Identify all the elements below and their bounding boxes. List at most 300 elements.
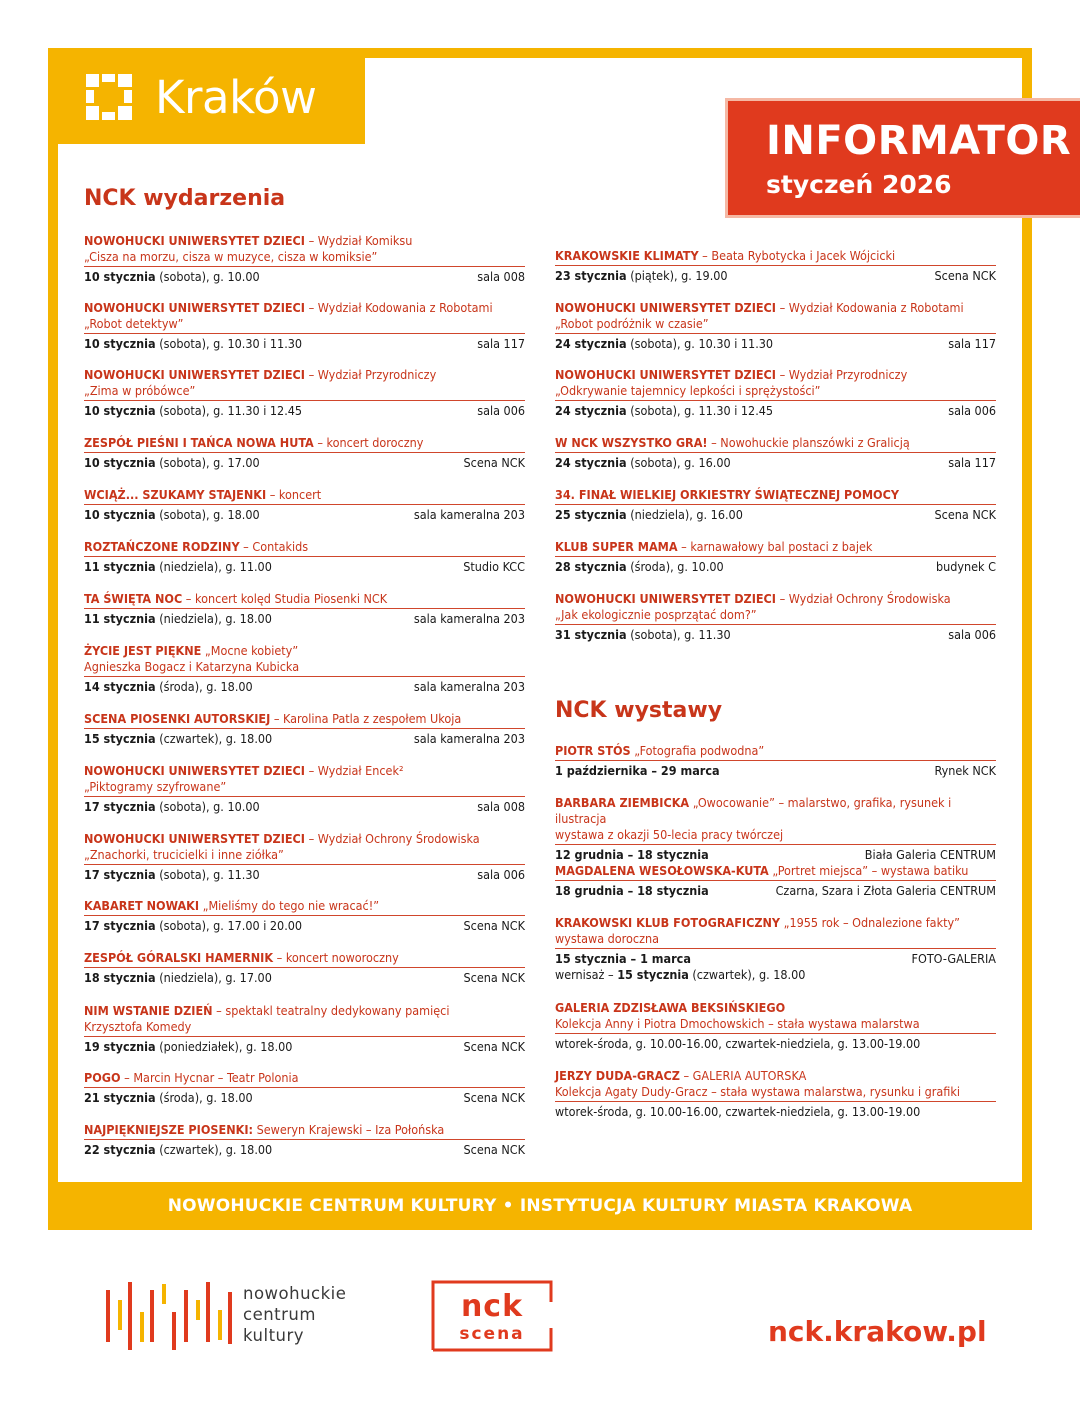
event-title-bold: NOWOHUCKI UNIWERSYTET DZIECI (555, 591, 776, 606)
event-details (84, 918, 525, 934)
event-title-rest: „Owocowanie” – malarstwo, grafika, rysunek i ilustracja (555, 795, 952, 826)
event-when (84, 611, 272, 627)
event-title-rest: – Wydział Kodowania z Robotami (776, 300, 964, 315)
event-extra-time: (czwartek), g. 18.00 (688, 967, 806, 982)
event-title-line (84, 487, 525, 503)
event-place: Scena NCK (934, 268, 996, 283)
event-title-bold: NOWOHUCKI UNIWERSYTET DZIECI (555, 367, 776, 382)
event-title-rest: „Portret miejsca” – wystawa batiku (768, 863, 969, 878)
badge-title: INFORMATOR (766, 118, 1072, 164)
event-place: sala 117 (948, 336, 996, 351)
event-when (555, 336, 773, 352)
event-title-bold: PIOTR STÓS (555, 743, 631, 758)
event-title-line (555, 539, 996, 555)
event-title-rest: – koncert noworoczny (273, 950, 399, 965)
event-when (84, 559, 272, 575)
event-place: sala kameralna 203 (413, 507, 525, 522)
krakow-logo-icon (84, 72, 134, 122)
event-time: (niedziela), g. 16.00 (626, 507, 743, 522)
event-entry (555, 743, 996, 779)
event-details (555, 1036, 996, 1052)
event-title-rest: – Wydział Przyrodniczy (776, 367, 908, 382)
event-details (555, 559, 996, 575)
event-when (555, 763, 720, 779)
event-entry (84, 1070, 525, 1106)
event-when (84, 455, 260, 471)
event-title-rest: – karnawałowy bal postaci z bajek (677, 539, 873, 554)
event-title-bold: TA ŚWIĘTA NOC (84, 591, 183, 606)
event-entry (84, 1003, 525, 1055)
events-heading: NCK wydarzenia (84, 186, 286, 211)
event-title-line-2: „Jak ekologicznie posprzątać dom?” (555, 607, 757, 622)
event-entry (555, 248, 996, 284)
event-entry (84, 643, 525, 695)
event-place: sala 117 (477, 336, 525, 351)
event-title-line-2: Agnieszka Bogacz i Katarzyna Kubicka (84, 659, 300, 674)
event-when (84, 799, 260, 815)
event-when (555, 559, 724, 575)
nowohuckie-centrum-kultury-logo-icon (104, 1282, 232, 1350)
event-title-rest: – Wydział Przyrodniczy (305, 367, 437, 382)
event-place: sala kameralna 203 (413, 731, 525, 746)
event-title-line (555, 591, 996, 607)
event-details (84, 269, 525, 285)
event-title-bold: NOWOHUCKI UNIWERSYTET DZIECI (84, 300, 305, 315)
event-title-line (555, 795, 996, 827)
event-place: sala kameralna 203 (413, 611, 525, 626)
event-title-rest: – Wydział Encek² (305, 763, 404, 778)
event-when (84, 679, 253, 695)
event-entry (555, 435, 996, 471)
event-title-bold: KABARET NOWAKI (84, 898, 200, 913)
event-title (555, 300, 996, 334)
event-when (555, 1036, 920, 1052)
city-name: Kraków (155, 71, 317, 124)
event-title-line (555, 915, 996, 931)
event-entry (555, 300, 996, 352)
event-title-rest: – GALERIA AUTORSKA (679, 1068, 807, 1083)
event-title (84, 711, 525, 729)
event-date: 24 stycznia (555, 403, 627, 418)
event-time: (niedziela), g. 11.00 (155, 559, 272, 574)
event-date: 10 stycznia (84, 455, 156, 470)
event-title-line-2: wystawa doroczna (555, 931, 660, 946)
event-when (84, 731, 272, 747)
event-time: (sobota), g. 11.30 (155, 867, 260, 882)
event-title (555, 743, 996, 761)
event-title-rest: – Karolina Patla z zespołem Ukoja (270, 711, 462, 726)
event-title-line (555, 487, 996, 503)
event-title-line-2: „Cisza na morzu, cisza w muzyce, cisza w komiksie” (84, 249, 378, 264)
event-title-rest: Seweryn Krajewski – Iza Połońska (253, 1122, 445, 1137)
event-title-rest: – Wydział Ochrony Środowiska (776, 591, 951, 606)
event-title-rest: „Mocne kobiety” (201, 643, 299, 658)
event-when (84, 403, 302, 419)
event-date: 17 stycznia (84, 918, 156, 933)
nck-scena-logo (431, 1280, 553, 1352)
event-title (84, 591, 525, 609)
event-title (555, 863, 996, 881)
event-time: (sobota), g. 10.00 (155, 269, 260, 284)
event-title-line-2: Kolekcja Agaty Dudy-Gracz – stała wystawa malarstwa, rysunku i grafiki (555, 1084, 961, 1099)
event-date: 1 października – 29 marca (555, 763, 720, 778)
event-place: Czarna, Szara i Złota Galeria CENTRUM (775, 883, 996, 898)
event-details (555, 847, 996, 863)
event-title-line (84, 233, 525, 249)
event-title (555, 915, 996, 949)
event-title-line (555, 1000, 996, 1016)
event-entry (555, 1068, 996, 1120)
event-details (84, 1142, 525, 1158)
event-entry (555, 795, 996, 863)
event-time: (sobota), g. 10.30 i 11.30 (626, 336, 774, 351)
event-time: (sobota), g. 11.30 (626, 627, 731, 642)
event-title-line (555, 1068, 996, 1084)
event-date: 23 stycznia (555, 268, 627, 283)
event-title-rest: – koncert kolęd Studia Piosenki NCK (182, 591, 388, 606)
event-date: 11 stycznia (84, 559, 156, 574)
event-details (555, 1104, 996, 1120)
event-title-line (555, 743, 996, 759)
event-place: sala 008 (477, 269, 525, 284)
event-time: (sobota), g. 18.00 (155, 507, 260, 522)
event-title-bold: NOWOHUCKI UNIWERSYTET DZIECI (84, 233, 305, 248)
event-title-bold: ZESPÓŁ PIEŚNI I TAŃCA NOWA HUTA (84, 435, 314, 450)
event-time: (środa), g. 18.00 (155, 1090, 253, 1105)
event-date: 17 stycznia (84, 799, 156, 814)
event-date: 19 stycznia (84, 1039, 156, 1054)
event-title (84, 487, 525, 505)
event-entry (555, 591, 996, 643)
event-title-line-2: „Robot detektyw” (84, 316, 184, 331)
event-when (84, 1142, 272, 1158)
event-title (84, 763, 525, 797)
event-time: (sobota), g. 11.30 i 12.45 (155, 403, 303, 418)
event-time: (sobota), g. 11.30 i 12.45 (626, 403, 774, 418)
event-entry (555, 539, 996, 575)
event-place: Biała Galeria CENTRUM (864, 847, 996, 862)
event-title-line-2: „Zima w próbówce” (84, 383, 196, 398)
informator-badge (725, 98, 1080, 218)
event-place: Rynek NCK (934, 763, 996, 778)
event-date: 11 stycznia (84, 611, 156, 626)
event-entry (84, 539, 525, 575)
event-title (84, 233, 525, 267)
event-date: 15 stycznia – 1 marca (555, 951, 691, 966)
event-details (555, 403, 996, 419)
event-title-rest: – Wydział Komiksu (305, 233, 413, 248)
event-place: Studio KCC (463, 559, 525, 574)
event-title-line-2: wystawa z okazji 50-lecia pracy twórczej (555, 827, 784, 842)
event-when (84, 918, 302, 934)
event-title-bold: KLUB SUPER MAMA (555, 539, 678, 554)
event-when (84, 336, 302, 352)
event-when (555, 403, 773, 419)
website-url[interactable]: nck.krakow.pl (768, 1315, 987, 1348)
event-place: Scena NCK (463, 455, 525, 470)
event-title-rest: – Marcin Hycnar – Teatr Polonia (120, 1070, 299, 1085)
event-title (84, 539, 525, 557)
event-title-bold: GALERIA ZDZISŁAWA BEKSIŃSKIEGO (555, 1000, 786, 1015)
event-title-bold: NOWOHUCKI UNIWERSYTET DZIECI (555, 300, 776, 315)
event-when (555, 627, 731, 643)
event-title-rest: – spektakl teatralny dedykowany pamięci (212, 1003, 450, 1018)
event-when (84, 269, 260, 285)
event-details (555, 268, 996, 284)
event-details (555, 336, 996, 352)
event-title-bold: KRAKOWSKI KLUB FOTOGRAFICZNY (555, 915, 781, 930)
event-title (84, 1003, 525, 1037)
event-date: 21 stycznia (84, 1090, 156, 1105)
event-title-line (84, 763, 525, 779)
event-title-bold: JERZY DUDA-GRACZ (555, 1068, 680, 1083)
event-title-bold: SCENA PIOSENKI AUTORSKIEJ (84, 711, 271, 726)
event-title-line (84, 539, 525, 555)
event-title (555, 487, 996, 505)
event-date: 10 stycznia (84, 336, 156, 351)
event-place: Scena NCK (934, 507, 996, 522)
event-when (84, 507, 260, 523)
event-place: sala 117 (948, 455, 996, 470)
event-entry (555, 1000, 996, 1052)
event-title (84, 300, 525, 334)
event-title (555, 1068, 996, 1102)
event-title-line (84, 1070, 525, 1086)
event-title-rest: – koncert (266, 487, 322, 502)
event-extra-pre: wernisaż – (555, 967, 618, 982)
event-date: 22 stycznia (84, 1142, 156, 1157)
nch-logo-text (243, 1283, 346, 1346)
event-entry (84, 898, 525, 934)
event-place: sala 006 (477, 867, 525, 882)
event-details (84, 867, 525, 883)
event-details (84, 559, 525, 575)
event-when (555, 507, 743, 523)
event-date: 17 stycznia (84, 867, 156, 882)
event-title-bold: ROZTAŃCZONE RODZINY (84, 539, 240, 554)
event-date: 31 stycznia (555, 627, 627, 642)
event-extra (555, 967, 996, 983)
event-title-rest: – Wydział Kodowania z Robotami (305, 300, 493, 315)
event-title-line-2: „Robot podróżnik w czasie” (555, 316, 709, 331)
event-details (84, 507, 525, 523)
nch-line-2: centrum (243, 1305, 316, 1324)
event-date: 10 stycznia (84, 507, 156, 522)
event-place: Scena NCK (463, 1090, 525, 1105)
event-title-bold: MAGDALENA WESOŁOWSKA-KUTA (555, 863, 769, 878)
event-place: Scena NCK (463, 918, 525, 933)
event-title (555, 248, 996, 266)
event-date: 12 grudnia – 18 stycznia (555, 847, 709, 862)
event-title-bold: NOWOHUCKI UNIWERSYTET DZIECI (84, 367, 305, 382)
event-title (84, 1070, 525, 1088)
event-details (84, 336, 525, 352)
event-entry (84, 300, 525, 352)
event-title-line (555, 435, 996, 451)
event-title-line-2: Kolekcja Anny i Piotra Dmochowskich – stała wystawa malarstwa (555, 1016, 920, 1031)
event-entry (84, 1122, 525, 1158)
event-title-line (84, 1003, 525, 1019)
event-place: FOTO-GALERIA (911, 951, 996, 966)
event-entry (84, 487, 525, 523)
event-title-line (555, 300, 996, 316)
event-title-rest: „Fotografia podwodna” (630, 743, 765, 758)
event-title (84, 898, 525, 916)
event-time: (poniedziałek), g. 18.00 (155, 1039, 293, 1054)
event-place: sala 008 (477, 799, 525, 814)
event-date: 10 stycznia (84, 269, 156, 284)
event-title-rest: – koncert doroczny (313, 435, 424, 450)
nck-scena-word-nck: nck (460, 1289, 524, 1324)
event-title-rest: „1955 rok – Odnalezione fakty” (780, 915, 960, 930)
event-details (84, 1039, 525, 1055)
event-title-bold: ŻYCIE JEST PIĘKNE (84, 643, 202, 658)
event-entry (555, 863, 996, 899)
footer-banner: NOWOHUCKIE CENTRUM KULTURY • INSTYTUCJA KULTURY MIASTA KRAKOWA (167, 1196, 913, 1216)
event-entry (84, 233, 525, 285)
event-title-rest: – Wydział Ochrony Środowiska (305, 831, 480, 846)
event-title (555, 1000, 996, 1034)
event-title (555, 539, 996, 557)
event-title-line (84, 831, 525, 847)
exhibitions-heading: NCK wystawy (555, 698, 723, 723)
event-when (555, 455, 731, 471)
event-title (84, 950, 525, 968)
event-details (84, 799, 525, 815)
event-time: (środa), g. 18.00 (155, 679, 253, 694)
event-title-line-2: „Odkrywanie tajemnicy lepkości i sprężystości” (555, 383, 821, 398)
event-entry (84, 711, 525, 747)
event-time: (niedziela), g. 18.00 (155, 611, 272, 626)
event-title-rest: – Beata Rybotycka i Jacek Wójcicki (698, 248, 896, 263)
event-when (555, 1104, 920, 1120)
nck-scena-word-scena: scena (459, 1324, 525, 1344)
event-place: sala 006 (948, 403, 996, 418)
event-extra-date: 15 stycznia (617, 967, 689, 982)
event-title (84, 831, 525, 865)
event-entry (84, 367, 525, 419)
event-entry (84, 435, 525, 471)
event-title (555, 795, 996, 845)
event-title (84, 1122, 525, 1140)
event-time: (niedziela), g. 17.00 (155, 970, 272, 985)
event-entry (555, 487, 996, 523)
event-entry (555, 915, 996, 983)
event-date: 14 stycznia (84, 679, 156, 694)
event-when (84, 970, 272, 986)
event-date: 10 stycznia (84, 403, 156, 418)
event-details (84, 1090, 525, 1106)
event-title-bold: NIM WSTANIE DZIEŃ (84, 1003, 213, 1018)
event-details (84, 731, 525, 747)
event-title-line (84, 1122, 525, 1138)
event-title-line-2: „Znachorki, trucicielki i inne ziółka” (84, 847, 284, 862)
event-details (84, 970, 525, 986)
event-title-rest: – Nowohuckie planszówki z Gralicją (707, 435, 910, 450)
event-when (84, 1039, 292, 1055)
event-title-line (555, 248, 996, 264)
event-title-bold: ZESPÓŁ GÓRALSKI HAMERNIK (84, 950, 274, 965)
event-title-rest: „Mieliśmy do tego nie wracać!” (199, 898, 380, 913)
event-place: sala 006 (477, 403, 525, 418)
event-title-bold: KRAKOWSKIE KLIMATY (555, 248, 699, 263)
event-title-bold: POGO (84, 1070, 121, 1085)
event-details (555, 455, 996, 471)
event-date: 28 stycznia (555, 559, 627, 574)
nch-line-3: kultury (243, 1326, 305, 1345)
event-title-line-2: „Piktogramy szyfrowane” (84, 779, 227, 794)
event-title-line (84, 950, 525, 966)
event-time: (piątek), g. 19.00 (626, 268, 728, 283)
event-title (555, 435, 996, 453)
event-title-bold: WCIĄŻ... SZUKAMY STAJENKI (84, 487, 267, 502)
event-title-bold: W NCK WSZYSTKO GRA! (555, 435, 708, 450)
event-date: 24 stycznia (555, 455, 627, 470)
event-place: sala kameralna 203 (413, 679, 525, 694)
event-time: wtorek-środa, g. 10.00-16.00, czwartek-niedziela, g. 13.00-19.00 (555, 1104, 921, 1119)
event-title-line (84, 300, 525, 316)
event-title-bold: NAJPIĘKNIEJSZE PIOSENKI: (84, 1122, 253, 1137)
nch-line-1: nowohuckie (243, 1284, 347, 1303)
event-when (555, 951, 691, 967)
event-place: budynek C (935, 559, 996, 574)
event-entry (84, 831, 525, 883)
event-details (84, 679, 525, 695)
event-details (555, 951, 996, 967)
event-title-line (555, 367, 996, 383)
event-title-line (84, 711, 525, 727)
event-date: 18 stycznia (84, 970, 156, 985)
event-time: (sobota), g. 10.30 i 11.30 (155, 336, 303, 351)
event-title-line (84, 643, 525, 659)
badge-subtitle: styczeń 2026 (766, 170, 952, 199)
event-details (555, 883, 996, 899)
event-when (84, 867, 260, 883)
event-details (555, 507, 996, 523)
event-title-bold: NOWOHUCKI UNIWERSYTET DZIECI (84, 831, 305, 846)
event-time: (sobota), g. 17.00 i 20.00 (155, 918, 303, 933)
event-title-line (84, 898, 525, 914)
event-time: (sobota), g. 10.00 (155, 799, 260, 814)
event-title (84, 643, 525, 677)
event-time: (sobota), g. 16.00 (626, 455, 731, 470)
event-title (84, 367, 525, 401)
event-date: 24 stycznia (555, 336, 627, 351)
event-place: sala 006 (948, 627, 996, 642)
event-entry (84, 763, 525, 815)
event-place: Scena NCK (463, 1142, 525, 1157)
event-date: 25 stycznia (555, 507, 627, 522)
event-when (555, 847, 709, 863)
event-details (555, 763, 996, 779)
event-time: wtorek-środa, g. 10.00-16.00, czwartek-niedziela, g. 13.00-19.00 (555, 1036, 921, 1051)
event-title-line (84, 367, 525, 383)
event-entry (84, 591, 525, 627)
event-time: (czwartek), g. 18.00 (155, 731, 273, 746)
event-date: 15 stycznia (84, 731, 156, 746)
event-title-bold: BARBARA ZIEMBICKA (555, 795, 690, 810)
event-date: 18 grudnia – 18 stycznia (555, 883, 709, 898)
event-when (555, 883, 709, 899)
event-when (555, 268, 728, 284)
event-place: Scena NCK (463, 1039, 525, 1054)
event-title-bold: 34. FINAŁ WIELKIEJ ORKIESTRY ŚWIĄTECZNEJ POMOCY (555, 487, 899, 502)
event-title-rest: – Contakids (239, 539, 309, 554)
event-title-line-2: Krzysztofa Komedy (84, 1019, 192, 1034)
event-title-line (555, 863, 996, 879)
event-title (84, 435, 525, 453)
event-when (84, 1090, 253, 1106)
